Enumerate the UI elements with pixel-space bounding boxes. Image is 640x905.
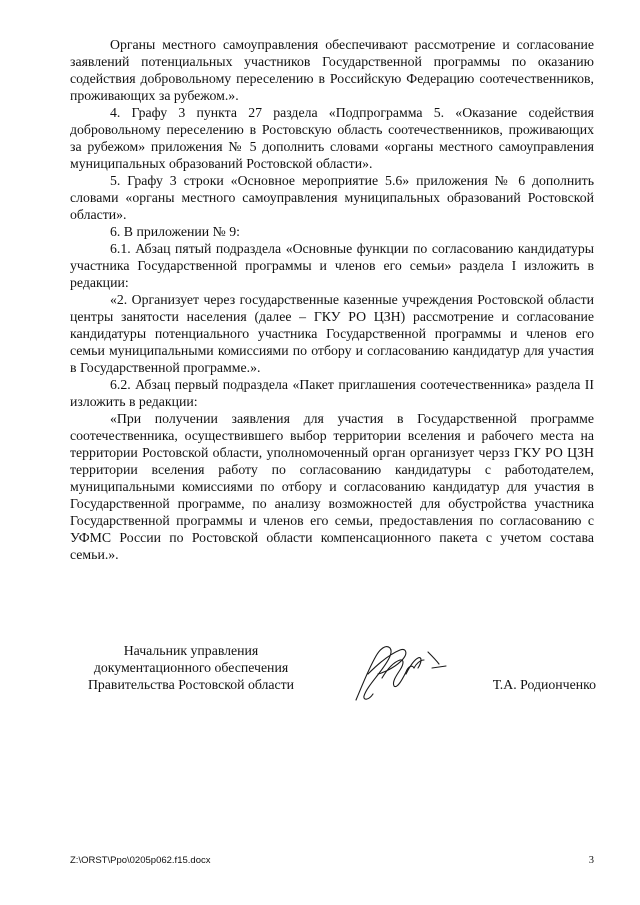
page-number: 3 (588, 855, 594, 866)
signatory-position-line: Правительства Ростовской области (87, 677, 295, 692)
document-body (70, 36, 594, 563)
signatory-name: Т.А. Родионченко (492, 677, 596, 692)
handwritten-signature (342, 634, 452, 710)
paragraph-quote-2: «2. Организует через государственные казенные учреждения Ростовской области центры занятости населения (далее – ГКУ РО ЦЗН) рассмотрение и согласование кандидатуры потенциального участника Государственной программы и членов его семьи муниципальными комиссиями по отбору и согласованию кандидатур для участия в Государственной программе.». (70, 292, 594, 375)
signatory-position-line: Начальник управления (123, 643, 259, 658)
paragraph-quote-invitation: «При получении заявления для участия в Государственной программе соотечественника, осуществившего выбор территории вселения и рабочего места на территории Ростовской области, уполномоченный орган организует черзз ГКУ РО ЦЗН территории вселения работу по согласованию кандидатуры с работодателем, муниципальными комиссиями по отбору и согласованию кандидатур для участия в Государственной программе, по анализу возможностей для обустройства участника Государственной программы и членов его семьи, предоставления по согласованию с УФМС России по Ростовской области компенсационного пакета с учетом состава семьи.». (70, 411, 594, 562)
signature-block (66, 642, 596, 722)
paragraph-item-6: 6. В приложении № 9: (110, 224, 240, 239)
paragraph-item-6-1: 6.1. Абзац пятый подраздела «Основные функции по согласованию кандидатуры участника Государственной программы и членов его семьи» раздела I изложить в редакции: (70, 241, 594, 290)
signatory-position-line: документационного обеспечения (93, 660, 289, 675)
paragraph-item-4: 4. Графу 3 пункта 27 раздела «Подпрограмма 5. «Оказание содействия добровольному переселению в Ростовскую область соотечественников, проживающих за рубежом» приложения № 5 дополнить словами «органы местного самоуправления муниципальных образований Ростовской области». (70, 105, 594, 171)
paragraph-item-6-2: 6.2. Абзац первый подраздела «Пакет приглашения соотечественника» раздела II изложить в редакции: (70, 377, 594, 409)
signatory-position (66, 642, 316, 693)
file-path: Z:\ORST\Ppo\0205p062.f15.docx (70, 855, 211, 866)
paragraph-local-authorities: Органы местного самоуправления обеспечивают рассмотрение и согласование заявлений потенциальных участников Государственной программы по оказанию содействия добровольному переселению в Российскую Федерацию соотечественников, проживающих за рубежом.». (70, 37, 594, 103)
paragraph-item-5: 5. Графу 3 строки «Основное мероприятие 5.6» приложения № 6 дополнить словами «органы местного самоуправления муниципальных образований Ростовской области». (70, 173, 594, 222)
